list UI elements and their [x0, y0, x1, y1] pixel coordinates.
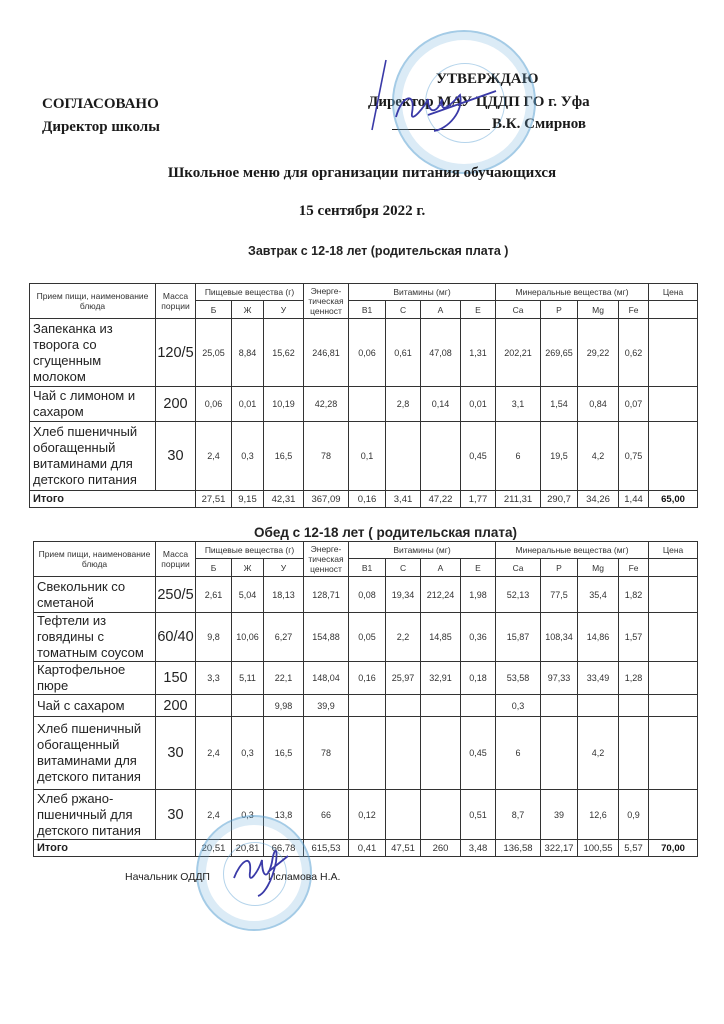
cell-protein: 2,4: [196, 790, 232, 840]
table-row: [34, 790, 698, 840]
table-row: [30, 319, 698, 387]
cell-vitamin-c: [386, 717, 421, 790]
cell-carbs: 13,8: [264, 790, 304, 840]
cell-fat: 8,84: [232, 319, 264, 387]
cell-vitamin-b1: [349, 695, 386, 717]
cell-phosphorus: 97,33: [541, 662, 578, 695]
col-ca: Ca: [496, 559, 541, 577]
col-meal-name: Прием пищи, наименование блюда: [34, 542, 156, 577]
dish-mass: 30: [156, 717, 196, 790]
cell-iron: 0,75: [619, 422, 649, 491]
cell-energy: 39,9: [304, 695, 349, 717]
total-magnesium: 34,26: [578, 491, 619, 508]
cell-vitamin-e: 1,31: [461, 319, 496, 387]
table-row: [34, 717, 698, 790]
cell-phosphorus: 108,34: [541, 613, 578, 662]
col-price-empty: [649, 301, 698, 319]
cell-iron: 0,62: [619, 319, 649, 387]
dish-name: Чай с сахаром: [34, 695, 156, 717]
cell-magnesium: 12,6: [578, 790, 619, 840]
cell-energy: 42,28: [304, 387, 349, 422]
table-row: [30, 387, 698, 422]
lunch-menu-table: [33, 541, 698, 857]
cell-magnesium: 35,4: [578, 577, 619, 613]
cell-carbs: 18,13: [264, 577, 304, 613]
col-e: E: [461, 301, 496, 319]
total-vitamin-c: 3,41: [386, 491, 421, 508]
cell-magnesium: 4,2: [578, 422, 619, 491]
dish-name: Хлеб ржано-пшеничный для детского питания: [34, 790, 156, 840]
total-phosphorus: 290,7: [541, 491, 578, 508]
total-protein: 20,51: [196, 840, 232, 857]
cell-vitamin-e: 0,45: [461, 422, 496, 491]
cell-protein: 2,4: [196, 422, 232, 491]
col-u: У: [264, 301, 304, 319]
cell-energy: 148,04: [304, 662, 349, 695]
cell-vitamin-b1: 0,1: [349, 422, 386, 491]
cell-iron: 1,28: [619, 662, 649, 695]
total-price: 65,00: [649, 491, 698, 508]
total-calcium: 211,31: [496, 491, 541, 508]
breakfast-section-title: Завтрак с 12-18 лет (родительская плата ): [248, 244, 509, 258]
cell-phosphorus: 77,5: [541, 577, 578, 613]
cell-vitamin-c: 0,61: [386, 319, 421, 387]
cell-carbs: 16,5: [264, 717, 304, 790]
dish-name: Хлеб пшеничный обогащенный витаминами для детского питания: [34, 717, 156, 790]
col-b: Б: [196, 559, 232, 577]
cell-calcium: 3,1: [496, 387, 541, 422]
col-fe: Fe: [619, 559, 649, 577]
cell-calcium: 6: [496, 717, 541, 790]
total-carbs: 42,31: [264, 491, 304, 508]
cell-magnesium: 0,84: [578, 387, 619, 422]
cell-vitamin-e: 0,45: [461, 717, 496, 790]
dish-name: Хлеб пшеничный обогащенный витаминами для детского питания: [30, 422, 156, 491]
total-carbs: 66,78: [264, 840, 304, 857]
cell-carbs: 15,62: [264, 319, 304, 387]
col-energy: Энерге-тическая ценност: [304, 542, 349, 577]
total-vitamin-a: 47,22: [421, 491, 461, 508]
col-a: A: [421, 559, 461, 577]
dish-mass: 150: [156, 662, 196, 695]
total-label: Итого: [34, 840, 196, 857]
cell-fat: 0,3: [232, 422, 264, 491]
dish-mass: 200: [156, 695, 196, 717]
total-iron: 5,57: [619, 840, 649, 857]
cell-iron: [619, 717, 649, 790]
cell-vitamin-a: 47,08: [421, 319, 461, 387]
dish-name: Картофельное пюре: [34, 662, 156, 695]
cell-protein: [196, 695, 232, 717]
col-mg: Mg: [578, 559, 619, 577]
cell-vitamin-e: 0,18: [461, 662, 496, 695]
cell-fat: 10,06: [232, 613, 264, 662]
dish-mass: 60/40: [156, 613, 196, 662]
cell-phosphorus: 19,5: [541, 422, 578, 491]
total-vitamin-b1: 0,41: [349, 840, 386, 857]
total-row: [30, 491, 698, 508]
cell-energy: 66: [304, 790, 349, 840]
cell-protein: 2,4: [196, 717, 232, 790]
cell-price: [649, 717, 698, 790]
footer-name: Исламова Н.А.: [267, 871, 341, 883]
cell-fat: 0,3: [232, 790, 264, 840]
cell-vitamin-c: [386, 422, 421, 491]
cell-vitamin-a: [421, 790, 461, 840]
cell-carbs: 10,19: [264, 387, 304, 422]
cell-fat: 0,01: [232, 387, 264, 422]
cell-vitamin-c: 19,34: [386, 577, 421, 613]
col-vitamins-group: Витамины (мг): [349, 284, 496, 301]
total-fat: 9,15: [232, 491, 264, 508]
cell-protein: 3,3: [196, 662, 232, 695]
lunch-section-title: Обед с 12-18 лет ( родительская плата): [254, 525, 517, 540]
cell-protein: 25,05: [196, 319, 232, 387]
cell-vitamin-a: 14,85: [421, 613, 461, 662]
cell-energy: 154,88: [304, 613, 349, 662]
cell-vitamin-a: 0,14: [421, 387, 461, 422]
cell-magnesium: 33,49: [578, 662, 619, 695]
cell-iron: 1,57: [619, 613, 649, 662]
cell-calcium: 6: [496, 422, 541, 491]
col-nutrients-group: Пищевые вещества (г): [196, 284, 304, 301]
cell-price: [649, 577, 698, 613]
cell-vitamin-a: [421, 717, 461, 790]
col-zh: Ж: [232, 559, 264, 577]
cell-iron: 1,82: [619, 577, 649, 613]
cell-vitamin-a: 32,91: [421, 662, 461, 695]
cell-fat: 0,3: [232, 717, 264, 790]
table-row: [30, 422, 698, 491]
footer-position: Начальник ОДДП: [125, 871, 210, 883]
signature-underline: [392, 129, 490, 130]
cell-calcium: 0,3: [496, 695, 541, 717]
cell-vitamin-a: [421, 695, 461, 717]
cell-calcium: 202,21: [496, 319, 541, 387]
table-row: [34, 613, 698, 662]
cell-vitamin-a: [421, 422, 461, 491]
cell-iron: 0,07: [619, 387, 649, 422]
cell-energy: 78: [304, 717, 349, 790]
cell-vitamin-b1: 0,05: [349, 613, 386, 662]
total-price: 70,00: [649, 840, 698, 857]
cell-carbs: 6,27: [264, 613, 304, 662]
cell-iron: 0,9: [619, 790, 649, 840]
col-mass: Масса порции: [156, 542, 196, 577]
cell-magnesium: 14,86: [578, 613, 619, 662]
approve-director-name: В.К. Смирнов: [492, 116, 587, 132]
cell-price: [649, 422, 698, 491]
col-a: A: [421, 301, 461, 319]
total-iron: 1,44: [619, 491, 649, 508]
col-p: P: [541, 301, 578, 319]
col-meal-name: Прием пищи, наименование блюда: [30, 284, 156, 319]
cell-vitamin-b1: 0,08: [349, 577, 386, 613]
col-vitamins-group: Витамины (мг): [349, 542, 496, 559]
cell-protein: 9,8: [196, 613, 232, 662]
cell-vitamin-e: 1,98: [461, 577, 496, 613]
cell-phosphorus: [541, 717, 578, 790]
col-p: P: [541, 559, 578, 577]
cell-carbs: 16,5: [264, 422, 304, 491]
cell-phosphorus: 269,65: [541, 319, 578, 387]
cell-phosphorus: 39: [541, 790, 578, 840]
total-vitamin-c: 47,51: [386, 840, 421, 857]
cell-energy: 78: [304, 422, 349, 491]
cell-magnesium: 4,2: [578, 717, 619, 790]
cell-calcium: 53,58: [496, 662, 541, 695]
cell-price: [649, 613, 698, 662]
cell-vitamin-b1: 0,06: [349, 319, 386, 387]
approve-signature-line: [392, 116, 586, 133]
cell-carbs: 22,1: [264, 662, 304, 695]
cell-price: [649, 319, 698, 387]
cell-phosphorus: [541, 695, 578, 717]
agreed-school-director: Директор школы: [42, 119, 160, 135]
cell-vitamin-c: 2,8: [386, 387, 421, 422]
document-title: Школьное меню для организации питания обучающихся: [167, 165, 557, 181]
cell-vitamin-c: 2,2: [386, 613, 421, 662]
col-c: C: [386, 301, 421, 319]
total-vitamin-a: 260: [421, 840, 461, 857]
total-energy: 615,53: [304, 840, 349, 857]
total-label: Итого: [30, 491, 196, 508]
approve-director-title: Директор МАУ ЦДДП ГО г. Уфа: [368, 94, 590, 110]
total-row: [34, 840, 698, 857]
cell-fat: 5,11: [232, 662, 264, 695]
total-phosphorus: 322,17: [541, 840, 578, 857]
document-date: 15 сентября 2022 г.: [298, 203, 426, 219]
cell-vitamin-e: 0,01: [461, 387, 496, 422]
cell-vitamin-b1: [349, 717, 386, 790]
col-fe: Fe: [619, 301, 649, 319]
cell-vitamin-e: 0,36: [461, 613, 496, 662]
breakfast-menu-table: [29, 283, 698, 508]
table-row: [34, 662, 698, 695]
cell-protein: 2,61: [196, 577, 232, 613]
dish-mass: 120/5: [156, 319, 196, 387]
cell-vitamin-e: 0,51: [461, 790, 496, 840]
col-price-empty: [649, 559, 698, 577]
total-magnesium: 100,55: [578, 840, 619, 857]
dish-name: Свекольник со сметаной: [34, 577, 156, 613]
cell-price: [649, 662, 698, 695]
col-mass: Масса порции: [156, 284, 196, 319]
total-protein: 27,51: [196, 491, 232, 508]
table-row: [34, 695, 698, 717]
dish-mass: 250/5: [156, 577, 196, 613]
table-row: [34, 577, 698, 613]
col-zh: Ж: [232, 301, 264, 319]
total-vitamin-b1: 0,16: [349, 491, 386, 508]
cell-carbs: 9,98: [264, 695, 304, 717]
total-energy: 367,09: [304, 491, 349, 508]
col-minerals-group: Минеральные вещества (мг): [496, 542, 649, 559]
cell-magnesium: [578, 695, 619, 717]
cell-price: [649, 695, 698, 717]
total-vitamin-e: 3,48: [461, 840, 496, 857]
dish-mass: 200: [156, 387, 196, 422]
cell-vitamin-c: 25,97: [386, 662, 421, 695]
cell-vitamin-b1: [349, 387, 386, 422]
cell-fat: [232, 695, 264, 717]
dish-mass: 30: [156, 790, 196, 840]
total-calcium: 136,58: [496, 840, 541, 857]
col-energy: Энерге-тическая ценност: [304, 284, 349, 319]
col-c: C: [386, 559, 421, 577]
col-mg: Mg: [578, 301, 619, 319]
dish-name: Тефтели из говядины с томатным соусом: [34, 613, 156, 662]
col-b1: B1: [349, 301, 386, 319]
total-fat: 20,81: [232, 840, 264, 857]
cell-vitamin-c: [386, 695, 421, 717]
col-b1: B1: [349, 559, 386, 577]
agreed-heading: СОГЛАСОВАНО: [42, 96, 159, 112]
cell-energy: 246,81: [304, 319, 349, 387]
cell-fat: 5,04: [232, 577, 264, 613]
cell-calcium: 52,13: [496, 577, 541, 613]
cell-phosphorus: 1,54: [541, 387, 578, 422]
col-u: У: [264, 559, 304, 577]
cell-energy: 128,71: [304, 577, 349, 613]
total-vitamin-e: 1,77: [461, 491, 496, 508]
cell-calcium: 8,7: [496, 790, 541, 840]
cell-vitamin-e: [461, 695, 496, 717]
cell-calcium: 15,87: [496, 613, 541, 662]
dish-name: Запеканка из творога со сгущенным молоком: [30, 319, 156, 387]
dish-name: Чай с лимоном и сахаром: [30, 387, 156, 422]
cell-protein: 0,06: [196, 387, 232, 422]
cell-price: [649, 387, 698, 422]
col-b: Б: [196, 301, 232, 319]
col-nutrients-group: Пищевые вещества (г): [196, 542, 304, 559]
cell-iron: [619, 695, 649, 717]
cell-vitamin-c: [386, 790, 421, 840]
cell-price: [649, 790, 698, 840]
col-minerals-group: Минеральные вещества (мг): [496, 284, 649, 301]
cell-vitamin-b1: 0,12: [349, 790, 386, 840]
col-price: Цена: [649, 542, 698, 559]
cell-vitamin-a: 212,24: [421, 577, 461, 613]
approve-heading: УТВЕРЖДАЮ: [436, 71, 539, 87]
dish-mass: 30: [156, 422, 196, 491]
col-ca: Ca: [496, 301, 541, 319]
cell-vitamin-b1: 0,16: [349, 662, 386, 695]
cell-magnesium: 29,22: [578, 319, 619, 387]
footer-signature: [125, 871, 340, 883]
col-e: E: [461, 559, 496, 577]
col-price: Цена: [649, 284, 698, 301]
